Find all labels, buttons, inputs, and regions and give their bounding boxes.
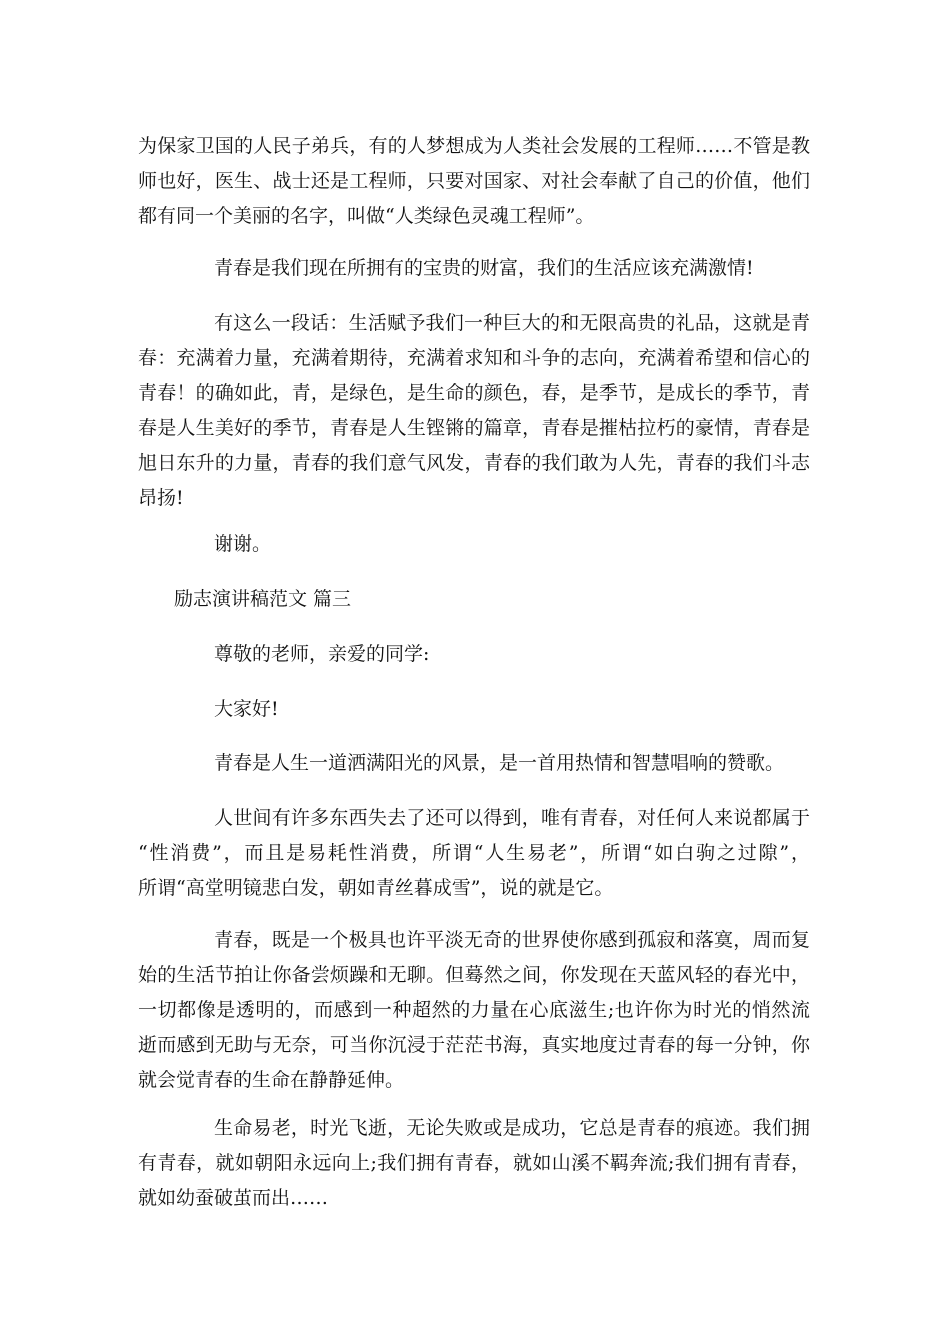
paragraph-youth-gift [138,306,810,516]
paragraph-greeting [138,692,810,727]
text-line: 就如幼蚕破茧而出…… [138,1187,329,1209]
section-heading: 励志演讲稿范文 篇三 [174,588,352,610]
text-line: 青春是我们现在所拥有的宝贵的财富，我们的生活应该充满激情! [214,257,754,279]
text-line: 有青春，就如朝阳永远向上;我们拥有青春，就如山溪不羁奔流;我们拥有青春， [138,1152,810,1174]
paragraph-youth-scenery [138,746,810,781]
text-line: 逝而感到无助与无奈，可当你沉浸于茫茫书海，真实地度过青春的每一分钟，你 [138,1034,810,1056]
text-line: 有这么一段话：生活赋予我们一种巨大的和无限高贵的礼品，这就是青 [214,312,810,334]
text-line: 生命易老，时光飞逝，无论失败或是成功，它总是青春的痕迹。我们拥 [214,1117,810,1139]
text-line: 师也好，医生、战士还是工程师，只要对国家、对社会奉献了自己的价值，他们 [138,170,810,192]
paragraph-youth-wealth [138,251,810,286]
paragraph-engineers [138,129,810,234]
text-line: “性消费”，而且是易耗性消费，所谓“人生易老”，所谓“如白驹之过隙”， [138,842,810,864]
text-line: 旭日东升的力量，青春的我们意气风发，青春的我们敢为人先，青春的我们斗志 [138,452,810,474]
text-line: 春：充满着力量，充满着期待，充满着求知和斗争的志向，充满着希望和信心的 [138,347,810,369]
text-line: 为保家卫国的人民子弟兵，有的人梦想成为人类社会发展的工程师……不管是教 [138,135,810,157]
paragraph-salutation [138,637,810,672]
text-line: 始的生活节拍让你备尝烦躁和无聊。但蓦然之间，你发现在天蓝风轻的春光中， [138,964,810,986]
text-line: 青春是人生一道洒满阳光的风景，是一首用热情和智慧唱响的赞歌。 [214,752,785,774]
text-line: 一切都像是透明的，而感到一种超然的力量在心底滋生;也许你为时光的悄然流 [138,999,810,1021]
text-line: 大家好! [214,698,279,720]
text-line: 都有同一个美丽的名字，叫做“人类绿色灵魂工程师”。 [138,205,595,227]
paragraph-life-fleeting [138,1111,810,1216]
text-line: 人世间有许多东西失去了还可以得到，唯有青春，对任何人来说都属于 [214,807,810,829]
text-line: 昂扬! [138,487,184,509]
text-line: 春是人生美好的季节，青春是人生铿锵的篇章，青春是摧枯拉朽的豪情，青春是 [138,417,810,439]
text-line: 青春！的确如此，青，是绿色，是生命的颜色，春，是季节，是成长的季节，青 [138,382,810,404]
text-line: 所谓“高堂明镜悲白发，朝如青丝暮成雪”，说的就是它。 [138,877,614,899]
text-line: 谢谢。 [214,533,272,555]
text-line: 就会觉青春的生命在静静延伸。 [138,1069,405,1091]
paragraph-youth-consumption [138,801,810,906]
paragraph-thanks [138,527,810,562]
text-line: 尊敬的老师，亲爱的同学: [214,643,430,665]
paragraph-youth-world [138,923,810,1098]
text-line: 青春，既是一个极具也许平淡无奇的世界使你感到孤寂和落寞，周而复 [214,929,810,951]
